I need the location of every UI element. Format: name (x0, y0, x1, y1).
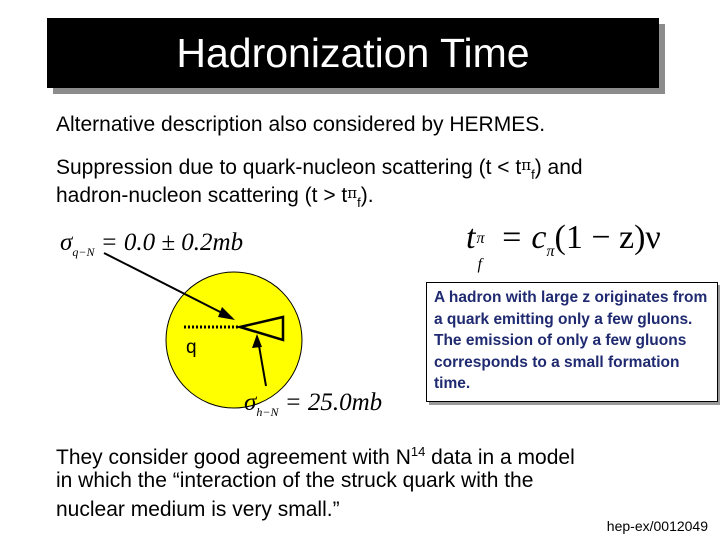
conclusion-line-3: nuclear medium is very small.” (56, 498, 340, 521)
conclusion-text-b: data in a model (425, 446, 575, 469)
pi-superscript-2: π (347, 184, 358, 202)
slide-title: Hadronization Time (176, 29, 530, 76)
formula-qn-rhs: = 0.0 ± 0.2mb (100, 229, 244, 256)
formula-tf-rhs: = c (499, 219, 547, 256)
note-text: A hadron with large z originates from a quark emitting only a few gluons. The emission of only a few gluons corresponds to a small formation time. (434, 289, 708, 392)
t-symbol: t (466, 219, 476, 256)
f-subscript: f (531, 167, 535, 183)
formula-hn-subscript: h−N (256, 405, 279, 419)
suppression-text-c: hadron-nucleon scattering (t > t (56, 184, 348, 207)
formula-hn-rhs: = 25.0mb (284, 389, 383, 416)
citation: hep-ex/0012049 (606, 518, 708, 534)
pi-superscript: π (521, 156, 532, 174)
f-subscript-2: f (357, 195, 361, 211)
suppression-text-b: ) and (534, 156, 583, 179)
conclusion-text-a: They consider good agreement with N (56, 446, 411, 469)
suppression-text-d: ). (360, 184, 374, 207)
formula-tf-sub: f (477, 256, 482, 273)
conclusion-line-2: in which the “interaction of the struck quark with the (56, 469, 534, 492)
intro-line: Alternative description also considered by HERMES. (56, 113, 546, 136)
sigma-symbol-2: σ (244, 389, 257, 416)
formula-tf-sup: π (476, 230, 485, 247)
formula-qn-subscript: q−N (72, 245, 95, 259)
formula-tf-c-sub: π (546, 242, 555, 260)
note-box (426, 282, 718, 402)
n14-superscript: 14 (410, 444, 426, 459)
sigma-symbol: σ (60, 229, 73, 256)
formula-tf-paren: (1 − z)ν (554, 219, 661, 256)
suppression-text-a: Suppression due to quark-nucleon scattering (t < t (56, 156, 522, 179)
quark-label: q (186, 337, 197, 358)
formula-hadron-nucleon (244, 389, 382, 420)
